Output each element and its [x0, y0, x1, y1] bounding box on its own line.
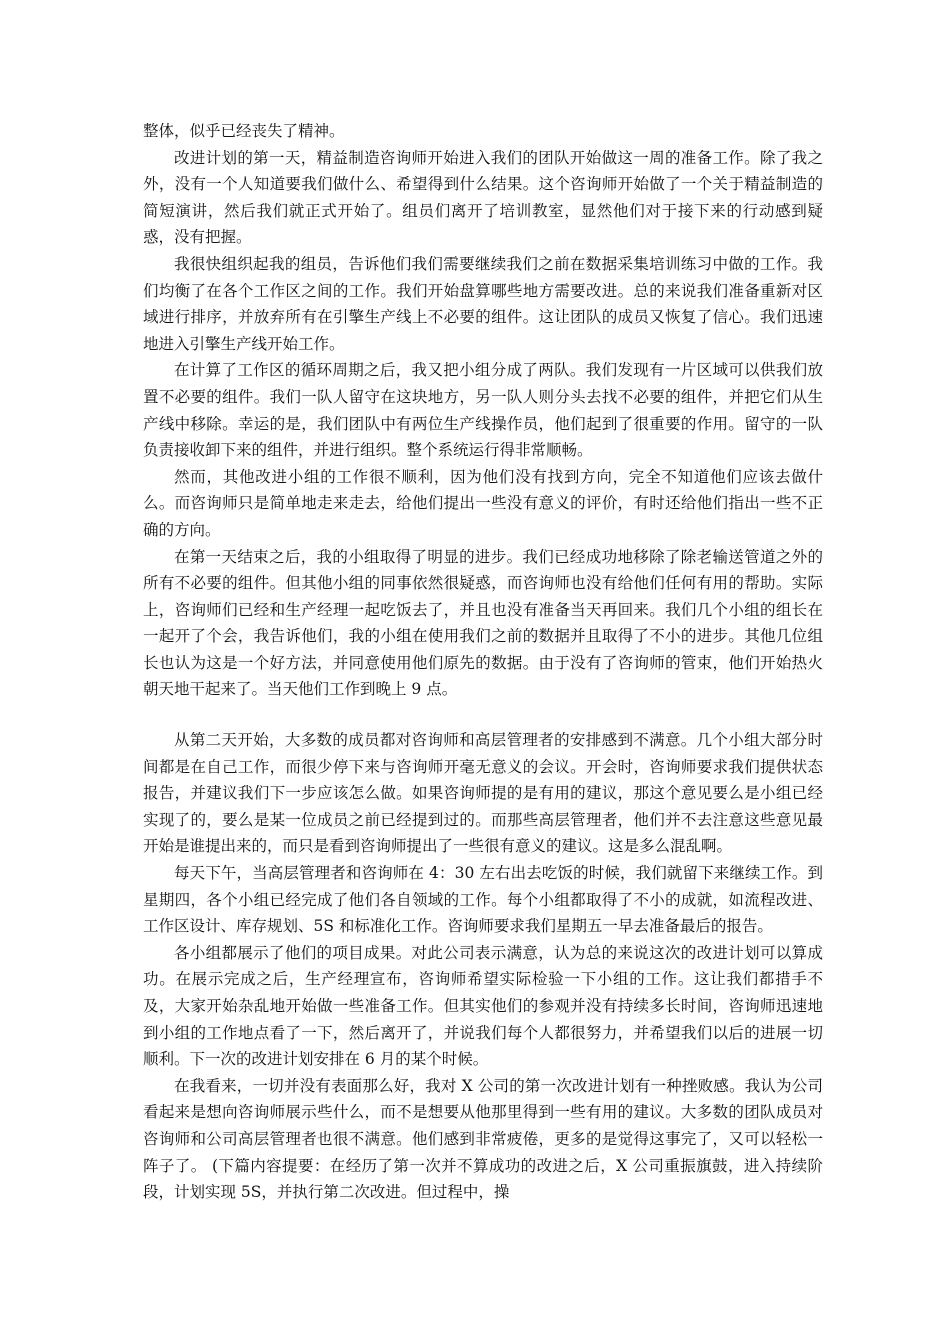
paragraph: 在计算了工作区的循环周期之后，我又把小组分成了两队。我们发现有一片区域可以供我们放置不必要的组件。我们一队人留守在这块地方，另一队人则分头去找不必要的组件，并把它们从生产线中移除。幸运的是，我们团队中有两位生产线操作员，他们起到了很重要的作用。留守的一队负责接收卸下来的组件，并进行组织。整个系统运行得非常顺畅。: [143, 361, 823, 460]
paragraph: 各小组都展示了他们的项目成果。对此公司表示满意，认为总的来说这次的改进计划可以算成功。在展示完成之后，生产经理宣布，咨询师希望实际检验一下小组的工作。这让我们都措手不及，大家开始杂乱地开始做一些准备工作。但其实他们的参观并没有持续多长时间，咨询师迅速地到小组的工作地点看了一下，然后离开了，并说我们每个人都很努力，并希望我们以后的进展一切顺利。下一次的改进计划安排在 6 月的某个时候。: [143, 943, 823, 1069]
paragraph-continued: 整体，似乎已经丧失了精神。: [143, 122, 345, 140]
paragraph-gap: [143, 703, 823, 727]
paragraph: 在第一天结束之后，我的小组取得了明显的进步。我们已经成功地移除了除老输送管道之外的所有不必要的组件。但其他小组的同事依然很疑惑，而咨询师也没有给他们任何有用的帮助。实际上，咨询师们已经和生产经理一起吃饭去了，并且也没有准备当天再回来。我们几个小组的组长在一起开了个会，我告诉他们，我的小组在使用我们之前的数据并且取得了不小的进步。其他几位组长也认为这是一个好方法，并同意使用他们原先的数据。由于没有了咨询师的管束，他们开始热火朝天地干起来了。当天他们工作到晚上 9 点。: [143, 547, 823, 699]
paragraph: 改进计划的第一天，精益制造咨询师开始进入我们的团队开始做这一周的准备工作。除了我之外，没有一个人知道要我们做什么、希望得到什么结果。这个咨询师开始做了一个关于精益制造的简短演讲，然后我们就正式开始了。组员们离开了培训教室，显然他们对于接下来的行动感到疑惑，没有把握。: [143, 148, 823, 247]
paragraph: 然而，其他改进小组的工作很不顺利，因为他们没有找到方向，完全不知道他们应该去做什么。而咨询师只是简单地走来走去，给他们提出一些没有意义的评价，有时还给他们指出一些不正确的方向。: [143, 467, 823, 539]
document-body: [143, 118, 823, 1206]
paragraph: 每天下午，当高层管理者和咨询师在 4：30 左右出去吃饭的时候，我们就留下来继续工作。到星期四，各个小组已经完成了他们各自领域的工作。每个小组都取得了不小的成就，如流程改进、工作区设计、库存规划、5S 和标准化工作。咨询师要求我们星期五一早去准备最后的报告。: [143, 864, 823, 936]
paragraph: 我很快组织起我的组员，告诉他们我们需要继续我们之前在数据采集培训练习中做的工作。我们均衡了在各个工作区之间的工作。我们开始盘算哪些地方需要改进。总的来说我们准备重新对区域进行排序，并放弃所有在引擎生产线上不必要的组件。这让团队的成员又恢复了信心。我们迅速地进入引擎生产线开始工作。: [143, 254, 823, 353]
paragraph: 从第二天开始，大多数的成员都对咨询师和高层管理者的安排感到不满意。几个小组大部分时间都是在自己工作，而很少停下来与咨询师开毫无意义的会议。开会时，咨询师要求我们提供状态报告，并建议我们下一步应该怎么做。如果咨询师提的是有用的建议，那这个意见要么是小组已经实现了的，要么是某一位成员之前已经提到过的。而那些高层管理者，他们并不去注意这些意见最开始是谁提出来的，而只是看到咨询师提出了一些很有意义的建议。这是多么混乱啊。: [143, 731, 823, 856]
paragraph: 在我看来，一切并没有表面那么好，我对 X 公司的第一次改进计划有一种挫败感。我认为公司看起来是想向咨询师展示些什么，而不是想要从他那里得到一些有用的建议。大多数的团队成员对咨询师和公司高层管理者也很不满意。他们感到非常疲倦，更多的是觉得这事完了，又可以轻松一阵子了。 (下篇内容提要：在经历了第一次并不算成功的改进之后，X 公司重振旗鼓，进入持续阶段，计划实现 5S，并执行第二次改进。但过程中，操: [143, 1076, 823, 1202]
